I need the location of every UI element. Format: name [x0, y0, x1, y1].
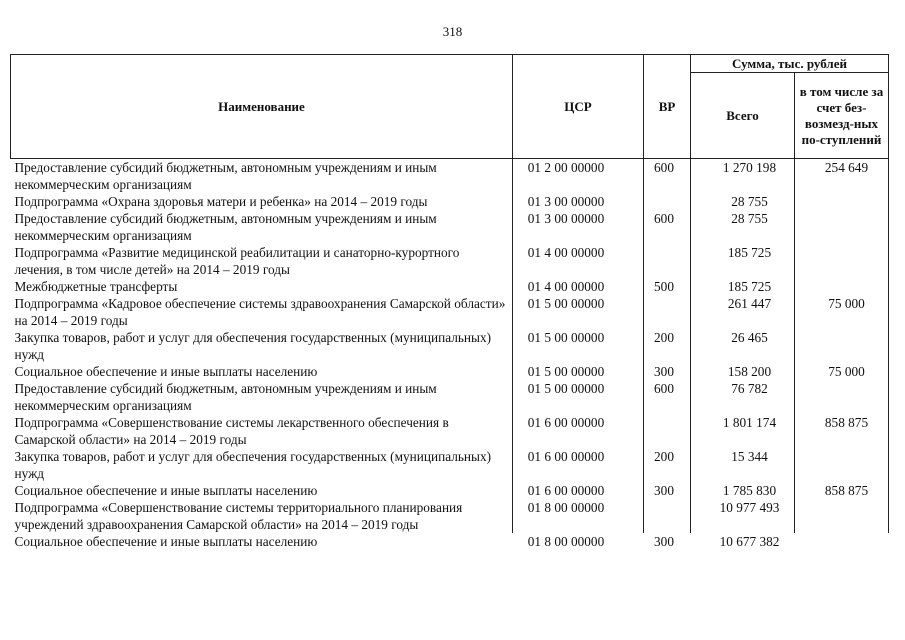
table-row [11, 380, 889, 414]
row-csr: 01 5 00 00000 [513, 295, 644, 329]
row-total: 185 725 [691, 278, 795, 295]
row-vr [644, 295, 691, 329]
row-total: 28 755 [691, 210, 795, 244]
table-row [11, 499, 889, 533]
row-name: Подпрограмма «Совершенствование системы территориального планирования учреждений здравоохранения Самарской области» на 2014 – 2019 годы [14, 500, 463, 532]
row-total: 15 344 [691, 448, 795, 482]
row-total: 28 755 [691, 193, 795, 210]
table-row [11, 363, 889, 380]
row-free [795, 193, 889, 210]
row-free: 858 875 [795, 482, 889, 499]
row-total: 1 801 174 [691, 414, 795, 448]
row-vr: 300 [644, 363, 691, 380]
row-free: 75 000 [795, 295, 889, 329]
row-name: Подпрограмма «Кадровое обеспечение системы здравоохранения Самарской области» на 2014 – 2019 годы [14, 296, 506, 328]
row-total: 26 465 [691, 329, 795, 363]
row-csr: 01 4 00 00000 [513, 244, 644, 278]
row-vr: 200 [644, 448, 691, 482]
row-total: 158 200 [691, 363, 795, 380]
row-vr [644, 193, 691, 210]
row-csr: 01 8 00 00000 [527, 534, 605, 549]
row-vr: 600 [644, 380, 691, 414]
row-total: 1 785 830 [691, 482, 795, 499]
table-row [11, 329, 889, 363]
header-name: Наименование [11, 55, 513, 159]
row-name: Предоставление субсидий бюджетным, автономным учреждениям и иным некоммерческим организациям [14, 211, 437, 243]
table-row [11, 278, 889, 295]
row-csr: 01 2 00 00000 [513, 159, 644, 194]
row-vr: 500 [644, 278, 691, 295]
row-free [795, 329, 889, 363]
header-csr: ЦСР [513, 55, 644, 159]
row-csr: 01 5 00 00000 [513, 329, 644, 363]
row-name: Межбюджетные трансферты [14, 279, 178, 294]
row-name: Социальное обеспечение и иные выплаты населению [14, 534, 318, 549]
row-csr: 01 4 00 00000 [513, 278, 644, 295]
row-vr: 300 [654, 534, 674, 549]
row-name: Социальное обеспечение и иные выплаты населению [14, 364, 318, 379]
row-total: 10 977 493 [691, 499, 795, 533]
row-free [795, 210, 889, 244]
row-total: 1 270 198 [691, 159, 795, 194]
row-free [795, 380, 889, 414]
row-free [795, 278, 889, 295]
header-vr: ВР [644, 55, 691, 159]
row-csr: 01 5 00 00000 [513, 380, 644, 414]
table-row [11, 193, 889, 210]
page-number: 318 [442, 24, 463, 39]
row-name: Предоставление субсидий бюджетным, автономным учреждениям и иным некоммерческим организациям [14, 381, 437, 413]
row-vr: 600 [644, 210, 691, 244]
row-free [795, 533, 889, 550]
table-row [11, 482, 889, 499]
budget-table [10, 54, 889, 550]
table-row [11, 295, 889, 329]
row-name: Подпрограмма «Развитие медицинской реабилитации и санаторно-курортного лечения, в том числе детей» на 2014 – 2019 годы [14, 245, 460, 277]
row-total: 261 447 [691, 295, 795, 329]
header-free-receipts: в том числе за счет без-возмезд-ных по-ступлений [795, 73, 889, 159]
table-body [11, 159, 889, 551]
table-row [11, 159, 889, 194]
row-free [795, 499, 889, 533]
row-csr: 01 6 00 00000 [513, 482, 644, 499]
row-free [795, 448, 889, 482]
row-name: Подпрограмма «Охрана здоровья матери и ребенка» на 2014 – 2019 годы [14, 194, 428, 209]
table-row [11, 533, 889, 550]
table-row [11, 244, 889, 278]
table-row [11, 448, 889, 482]
row-vr: 200 [644, 329, 691, 363]
row-vr: 300 [644, 482, 691, 499]
row-name: Закупка товаров, работ и услуг для обеспечения государственных (муниципальных) нужд [14, 330, 492, 362]
row-csr: 01 3 00 00000 [513, 210, 644, 244]
table-row [11, 210, 889, 244]
row-total: 10 677 382 [719, 534, 780, 549]
header-sum-group: Сумма, тыс. рублей [691, 55, 889, 73]
row-vr [644, 499, 691, 533]
row-free [795, 244, 889, 278]
row-csr: 01 5 00 00000 [513, 363, 644, 380]
row-name: Подпрограмма «Совершенствование системы лекарственного обеспечения в Самарской области» на 2014 – 2019 годы [14, 415, 449, 447]
row-csr: 01 6 00 00000 [513, 414, 644, 448]
table-row [11, 414, 889, 448]
header-total: Всего [691, 73, 795, 159]
row-name: Социальное обеспечение и иные выплаты населению [14, 483, 318, 498]
row-free: 75 000 [795, 363, 889, 380]
row-total: 76 782 [691, 380, 795, 414]
row-vr [644, 244, 691, 278]
row-total: 185 725 [691, 244, 795, 278]
row-name: Предоставление субсидий бюджетным, автономным учреждениям и иным некоммерческим организациям [14, 160, 437, 192]
row-csr: 01 8 00 00000 [513, 499, 644, 533]
row-vr [644, 414, 691, 448]
row-csr: 01 3 00 00000 [513, 193, 644, 210]
row-free: 858 875 [795, 414, 889, 448]
row-csr: 01 6 00 00000 [513, 448, 644, 482]
row-name: Закупка товаров, работ и услуг для обеспечения государственных (муниципальных) нужд [14, 449, 492, 481]
row-free: 254 649 [795, 159, 889, 194]
row-vr: 600 [644, 159, 691, 194]
